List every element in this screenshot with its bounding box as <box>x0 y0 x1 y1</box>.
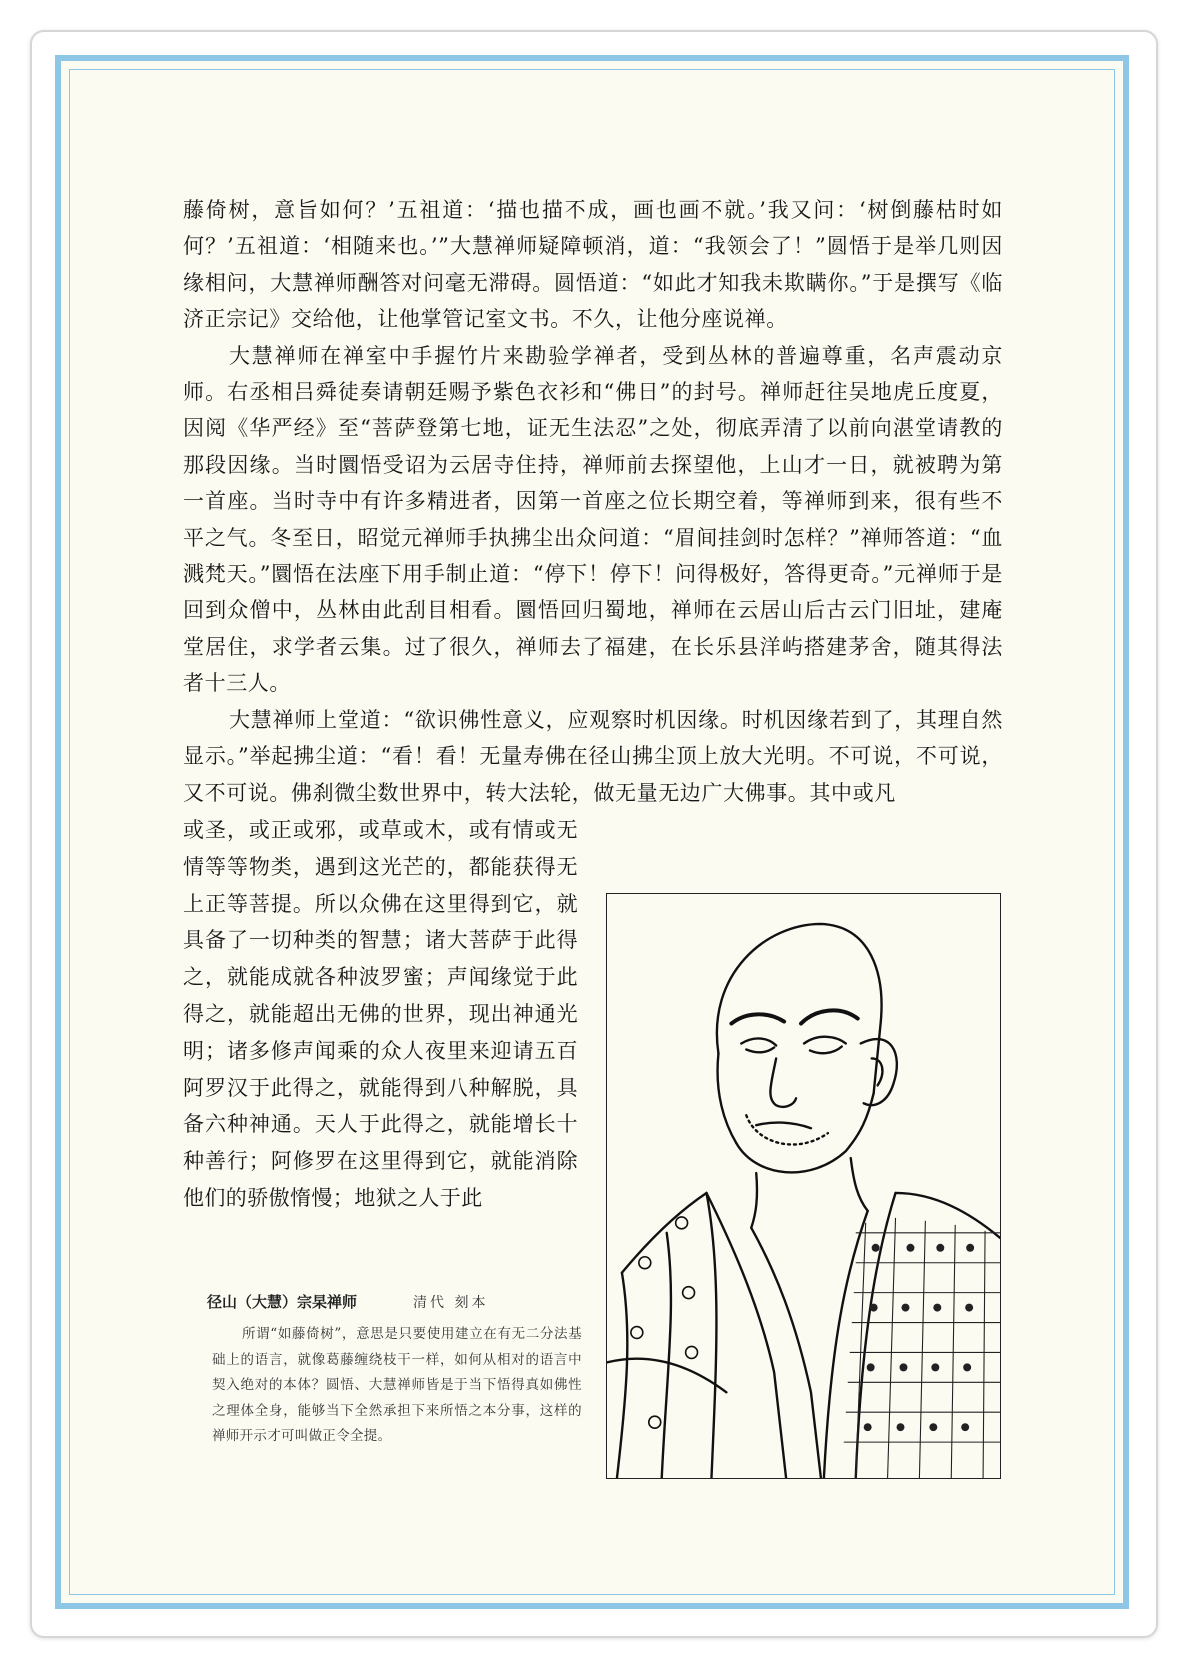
caption-title: 径山（大慧）宗杲禅师 <box>207 1293 358 1311</box>
paragraph-3-continued: 或圣，或正或邪，或草或木，或有情或无情等等物类，遇到这光芒的，都能获得无上正等菩提。所以众佛在这里得到它，就具备了一切种类的智慧；诸大菩萨于此得之，就能成就各种波罗蜜；声闻缘觉于此得之，就能超出无佛的世界，现出神通光明；诸多修声闻乘的众人夜里来迎请五百阿罗汉于此得之，就能得到八种解脱，具备六种神通。天人于此得之，就能增长十种善行；阿修罗在这里得到它，就能消除他们的骄傲惰慢；地狱之人于此 <box>183 818 578 1210</box>
paragraph-2: 大慧禅师在禅室中手握竹片来勘验学禅者，受到丛林的普遍尊重，名声震动京师。右丞相吕舜徒奏请朝廷赐予紫色衣衫和“佛日”的封号。禅师赶往吴地虎丘度夏，因阅《华严经》至“菩萨登第七地，证无生法忍”之处，彻底弄清了以前向湛堂请教的那段因缘。当时圜悟受诏为云居寺住持，禅师前去探望他，上山才一日，就被聘为第一首座。当时寺中有许多精进者，因第一首座之位长期空着，等禅师到来，很有些不平之气。冬至日，昭觉元禅师手执拂尘出众问道：“眉间挂剑时怎样？”禅师答道：“血溅梵天。”圜悟在法座下用手制止道：“停下！停下！问得极好，答得更奇。”元禅师于是回到众僧中，丛林由此刮目相看。圜悟回归蜀地，禅师在云居山后古云门旧址，建庵堂居住，求学者云集。过了很久，禅师去了福建，在长乐县洋屿搭建茅舍，随其得法者十三人。 <box>183 343 1003 696</box>
paragraph-3: 大慧禅师上堂道：“欲识佛性意义，应观察时机因缘。时机因缘若到了，其理自然显示。”举起拂尘道：“看！看！无量寿佛在径山拂尘顶上放大光明。不可说，不可说，又不可说。佛刹微尘数世界中，转大法轮，做无量无边广大佛事。其中或凡 <box>183 707 1003 805</box>
main-text-block <box>183 192 1003 811</box>
monk-portrait-illustration <box>606 893 1001 1479</box>
paragraph-1: 藤倚树，意旨如何？’五祖道：‘描也描不成，画也画不就。’我又问：‘树倒藤枯时如何？’五祖道：‘相随来也。’”大慧禅师疑障顿消，道：“我领会了！”圆悟于是举几则因缘相问，大慧禅师酬答对问毫无滞碍。圆悟道：“如此才知我未欺瞒你。”于是撰写《临济正宗记》交给他，让他掌管记室文书。不久，让他分座说禅。 <box>183 198 1003 332</box>
caption-era: 清代 刻本 <box>413 1295 489 1311</box>
caption-note: 所谓“如藤倚树”，意思是只要使用建立在有无二分法基础上的语言，就像葛藤缠绕枝干一样，如何从相对的语言中契入绝对的本体？圆悟、大慧禅师皆是于当下悟得真如佛性之理体全身，能够当下全然承担下来所悟之本分事，这样的禅师开示才可叫做正令全提。 <box>212 1326 582 1444</box>
